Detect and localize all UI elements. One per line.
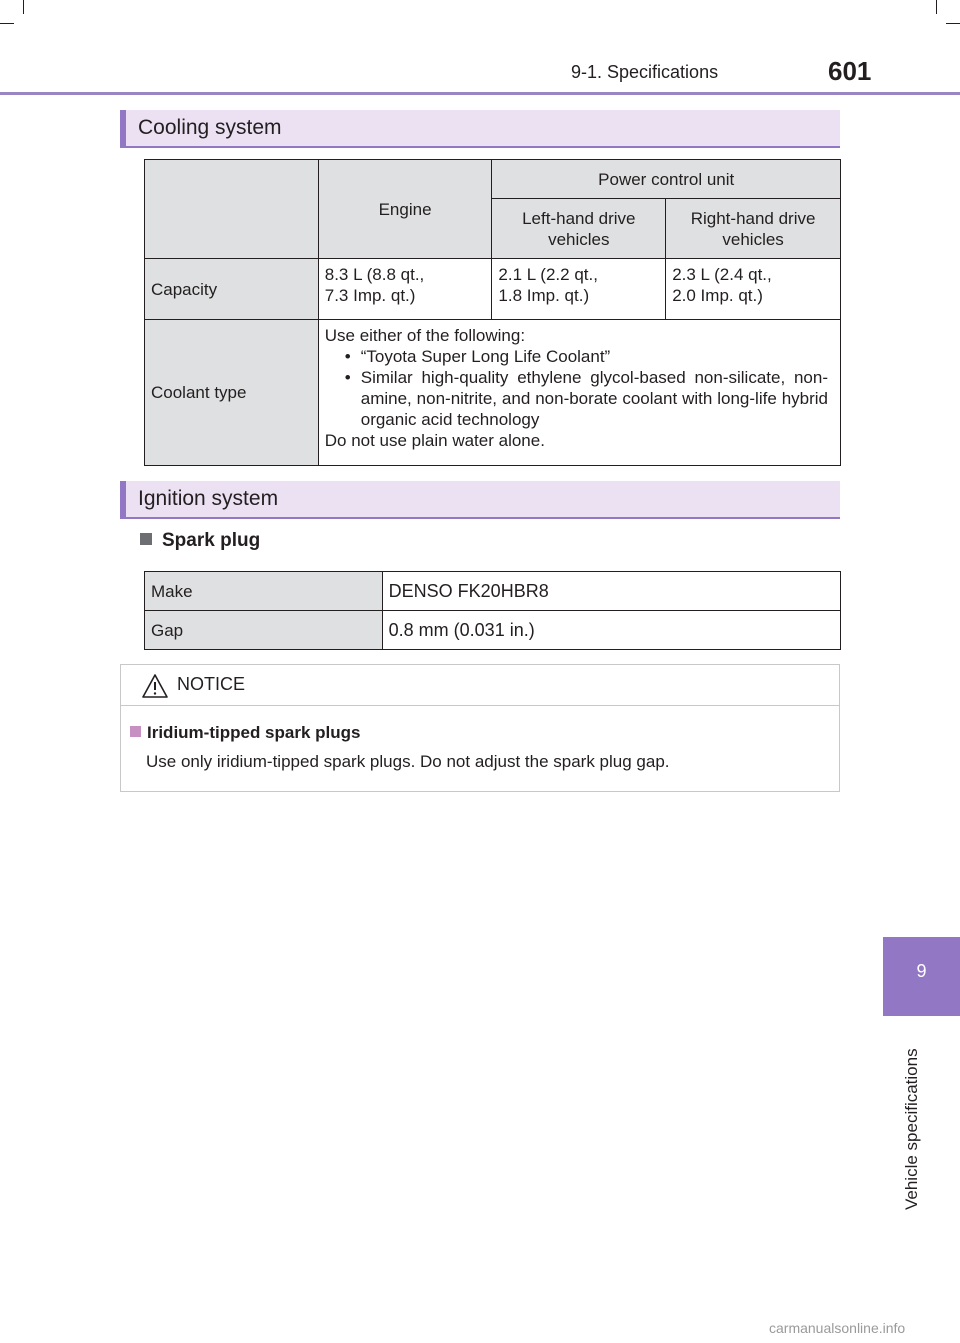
notice-box xyxy=(120,664,840,792)
capacity-rhd-line2: 2.0 Imp. qt.) xyxy=(672,286,763,305)
col-left-hand-drive xyxy=(492,199,666,259)
coolant-bullet-text: Similar high-quality ethylene glycol-based non-silicate, non-amine, non-nitrite, and non-borate coolant with long-life hybrid organic acid technology xyxy=(360,368,828,429)
make-value xyxy=(382,572,840,611)
make-label-text: Make xyxy=(151,581,193,601)
capacity-lhd xyxy=(492,259,666,320)
col-right-hand-drive-text: Right-hand drive vehicles xyxy=(690,208,816,249)
capacity-label-text: Capacity xyxy=(151,279,218,299)
capacity-lhd-line2: 1.8 Imp. qt.) xyxy=(498,286,590,305)
gap-value-text: 0.8 mm (0.031 in.) xyxy=(388,619,535,640)
cooling-system-heading-text: Cooling system xyxy=(138,116,282,139)
bullet-icon: • xyxy=(344,347,351,366)
notice-body: Use only iridium-tipped spark plugs. Do not adjust the spark plug gap. xyxy=(146,752,670,771)
coolant-bullet xyxy=(325,346,828,367)
cooling-system-heading xyxy=(120,110,840,148)
header-rule xyxy=(0,92,960,95)
section-label: 9-1. Specifications xyxy=(571,62,719,82)
gap-label xyxy=(145,611,383,650)
ignition-system-heading xyxy=(120,481,840,519)
crop-mark xyxy=(0,23,14,24)
notice-label: NOTICE xyxy=(177,674,246,694)
make-value-text: DENSO FK20HBR8 xyxy=(388,580,549,601)
coolant-bullet-text: “Toyota Super Long Life Coolant” xyxy=(360,347,611,366)
make-label xyxy=(145,572,383,611)
capacity-engine-line2: 7.3 Imp. qt.) xyxy=(324,286,416,305)
capacity-engine xyxy=(318,259,492,320)
col-left-hand-drive-text: Left-hand drive vehicles xyxy=(522,208,636,249)
spark-plug-title-text: Spark plug xyxy=(162,530,261,551)
col-engine: Engine xyxy=(318,160,492,259)
coolant-intro: Use either of the following: xyxy=(324,326,526,345)
corner-cell xyxy=(145,160,319,259)
chapter-number: 9 xyxy=(916,961,927,981)
gap-value xyxy=(382,611,840,650)
crop-mark xyxy=(946,23,960,24)
ignition-system-heading-text: Ignition system xyxy=(138,487,279,510)
coolant-bullet xyxy=(325,367,828,430)
capacity-rhd xyxy=(666,259,841,320)
coolant-type-label-text: Coolant type xyxy=(151,383,247,402)
spark-plug-table xyxy=(144,571,841,650)
square-bullet-icon xyxy=(140,533,152,545)
bullet-icon: • xyxy=(344,368,351,387)
cooling-system-table xyxy=(144,159,841,466)
page-number: 601 xyxy=(828,56,872,86)
capacity-rhd-line1: 2.3 L (2.4 qt., xyxy=(672,265,772,284)
square-bullet-icon xyxy=(130,726,141,737)
capacity-engine-line1: 8.3 L (8.8 qt., xyxy=(324,265,425,284)
chapter-title: Vehicle specifications xyxy=(902,1048,921,1210)
gap-label-text: Gap xyxy=(151,620,184,640)
capacity-label xyxy=(145,259,319,320)
col-power-control-unit: Power control unit xyxy=(492,160,841,199)
coolant-type-value xyxy=(318,320,840,466)
notice-subheading xyxy=(130,723,360,743)
watermark: carmanualsonline.info xyxy=(769,1320,906,1336)
spark-plug-title xyxy=(140,530,260,552)
crop-mark xyxy=(23,0,24,14)
coolant-note: Do not use plain water alone. xyxy=(324,431,545,450)
col-right-hand-drive xyxy=(666,199,841,259)
coolant-type-label xyxy=(145,320,319,466)
capacity-lhd-line1: 2.1 L (2.2 qt., xyxy=(498,265,598,284)
notice-subheading-text: Iridium-tipped spark plugs xyxy=(147,723,361,742)
notice-header xyxy=(121,665,839,706)
chapter-tab[interactable] xyxy=(883,937,960,1016)
warning-icon xyxy=(141,673,169,699)
crop-mark xyxy=(936,0,937,14)
